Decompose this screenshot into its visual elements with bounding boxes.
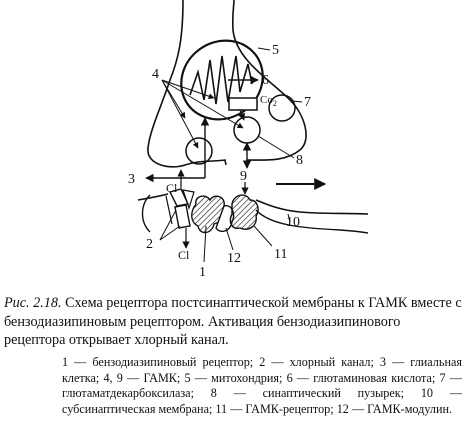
figure-caption: [4, 294, 462, 350]
label-2: 2: [146, 237, 153, 252]
label-co2: $Co_2$: [260, 94, 277, 108]
label-cl-top: Cl: [166, 181, 178, 195]
figure-label: Рис. 2.18.: [4, 295, 62, 311]
leader-8: [258, 136, 294, 158]
label-3: 3: [128, 172, 135, 187]
figure-legend: 1 — бензодиазипиновый рецептор; 2 — хлорный канал; 3 — глиальная клетка; 4, 9 — ГАМК; 5 — митохондрия; 6 — глютаминовая кислота; 7 — глютаматдекарбоксилаза; 8 — синаптический пузырек; 10 — субсинаптическая мембрана; 11 — ГАМК-рецептор; 12 — ГАМК-модулин.: [62, 355, 462, 416]
enzyme-box: [229, 98, 257, 110]
label-cl-bottom: Cl: [178, 248, 190, 262]
label-9: 9: [240, 169, 247, 184]
label-12: 12: [227, 251, 241, 266]
label-1: 1: [199, 265, 206, 280]
figure-caption-text: Схема рецептора постсинаптической мембраны к ГАМК вместе с бензодиазипиновым рецептором. Активация бензодиазипинового рецептора открывает хлорный канал.: [4, 295, 462, 348]
leader-2b: [160, 226, 180, 240]
label-8: 8: [296, 153, 303, 168]
leader-12: [226, 228, 233, 250]
label-5: 5: [272, 43, 279, 58]
label-7: 7: [304, 95, 311, 110]
leader-5: [258, 48, 270, 50]
label-6: 6: [262, 73, 269, 88]
gaba-receptor: [230, 195, 258, 229]
leader-11: [254, 226, 272, 246]
label-4: 4: [152, 67, 159, 82]
vesicle-left: [186, 138, 212, 164]
label-10: 10: [286, 215, 300, 230]
leader-2a: [160, 210, 176, 240]
label-11: 11: [274, 247, 288, 262]
vesicle-center: [234, 117, 260, 143]
